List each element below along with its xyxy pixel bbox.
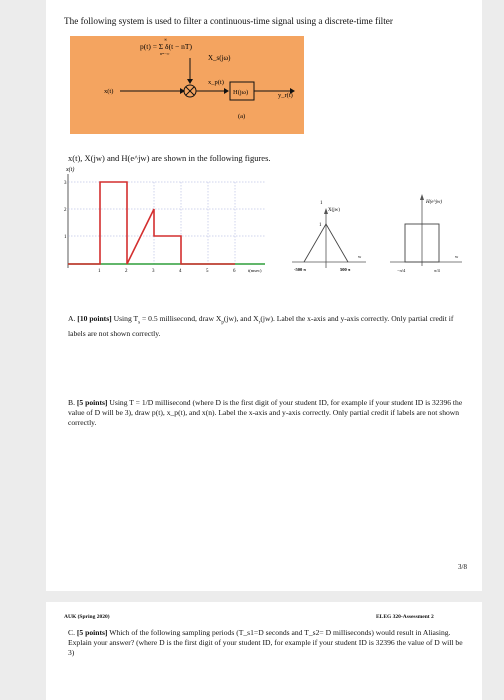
header-assessment: ELEG 320-Assessment 2 <box>376 614 434 620</box>
xp-label: x_p(t) <box>208 79 224 86</box>
page-number: 3/8 <box>458 563 467 571</box>
part-a-marks: [10 points] <box>77 314 112 323</box>
fig1-ytick-1: 1 <box>64 235 67 240</box>
fig3-right-tick: π/4 <box>434 268 440 273</box>
part-c <box>68 628 468 659</box>
fig2-left-tick: -500 π <box>294 267 306 272</box>
fig1-xtick-1: 1 <box>98 269 101 274</box>
sum-upper-limit: ∞ <box>164 37 168 42</box>
fig2-label: X(jw) <box>328 208 340 213</box>
header-course: AUK (Spring 2020) <box>64 614 110 620</box>
mid-arrow-head <box>224 88 229 94</box>
part-c-lead: C. <box>68 628 75 637</box>
intro-text: The following system is used to filter a continuous-time signal using a discrete-time filter <box>64 16 393 26</box>
y-output-label: y_r(t) <box>278 92 293 99</box>
fig1-xtick-2: 2 <box>125 269 128 274</box>
fig1-ytick-3: 3 <box>64 181 67 186</box>
x-input-label: x(t) <box>104 88 114 95</box>
part-b-lead: B. <box>68 398 75 407</box>
fig1-signal <box>68 182 235 264</box>
p-equation: p(t) = Σ δ(t − nT) <box>140 42 192 51</box>
fig3-label: H(e^jw) <box>426 200 442 205</box>
fig2-peak: 1 <box>319 223 322 228</box>
document-page-3 <box>46 0 482 591</box>
xs-label: X_s(jω) <box>208 54 231 62</box>
figure-x-t <box>64 166 265 274</box>
fig1-xtick-5: 5 <box>206 269 209 274</box>
part-a-lead: A. <box>68 314 76 323</box>
block-diagram-svg <box>70 36 304 134</box>
part-a-text-3: (jw), and X <box>223 314 259 323</box>
p-arrow-head <box>187 79 193 84</box>
h-label: H(jω) <box>233 89 249 96</box>
diagram-caption: (a) <box>238 113 246 120</box>
block-diagram <box>70 36 304 134</box>
fig1-xtick-6: 6 <box>233 269 236 274</box>
part-a: A. [10 points] Using $T_s = 0.5$ millisecond, draw $X_p(jw)$, and $X_r(jw)$. Label the x-axis and y-axis correctly. Only partial credit if labels are not shown correctly. <box>68 314 454 338</box>
part-c-marks: [5 points] <box>76 628 108 637</box>
figure-X-jw <box>292 201 366 272</box>
fig1-xtick-4: 4 <box>179 269 182 274</box>
part-b-marks: [5 points] <box>76 398 108 407</box>
part-b-text: Using T = 1/D millisecond (where D is the first digit of your student ID, for example if your student ID is 32396 the value of D will be 3), draw p(t), x_p(t), and x(n). Label the x-axis and y-axis correctly. Only partial credit if labels are not shown correctly. <box>68 398 463 428</box>
fig1-xlabel: t(msec) <box>248 268 262 273</box>
fig1-xtick-3: 3 <box>152 269 155 274</box>
fig2-w-label: w <box>358 254 362 259</box>
signal-figures <box>60 162 480 282</box>
fig2-outer-one: 1 <box>320 201 323 206</box>
sum-lower-limit: n=−∞ <box>160 51 170 56</box>
figures-subtitle: x(t), X(jw) and H(e^jw) are shown in the following figures. <box>68 153 271 163</box>
fig1-ylabel: x(t) <box>66 167 75 173</box>
figure-H-ejw <box>390 194 462 273</box>
part-a-text-4: (jw). Label the x-axis and y-axis correctly. Only partial credit if labels are not shown correctly. <box>68 314 454 338</box>
fig3-y-arrow <box>420 194 424 200</box>
fig1-ytick-2: 2 <box>64 208 67 213</box>
document-page-4 <box>46 602 482 700</box>
fig2-right-tick: 500 π <box>340 267 351 272</box>
part-c-text: Which of the following sampling periods (T_s1=D seconds and T_s2= D milliseconds) would result in Aliasing. Explain your answer? (where D is the first digit of your student ID, for example if your student ID is 32396 the value of D will be 3) <box>68 628 463 658</box>
fig3-w-label: w <box>455 254 459 259</box>
part-b <box>68 398 468 429</box>
part-a-text-1: Using T <box>113 314 139 323</box>
fig3-left-tick: −π/4 <box>397 268 406 273</box>
fig1-grid <box>68 182 265 264</box>
part-a-text-2: = 0.5 millisecond, draw X <box>140 314 222 323</box>
